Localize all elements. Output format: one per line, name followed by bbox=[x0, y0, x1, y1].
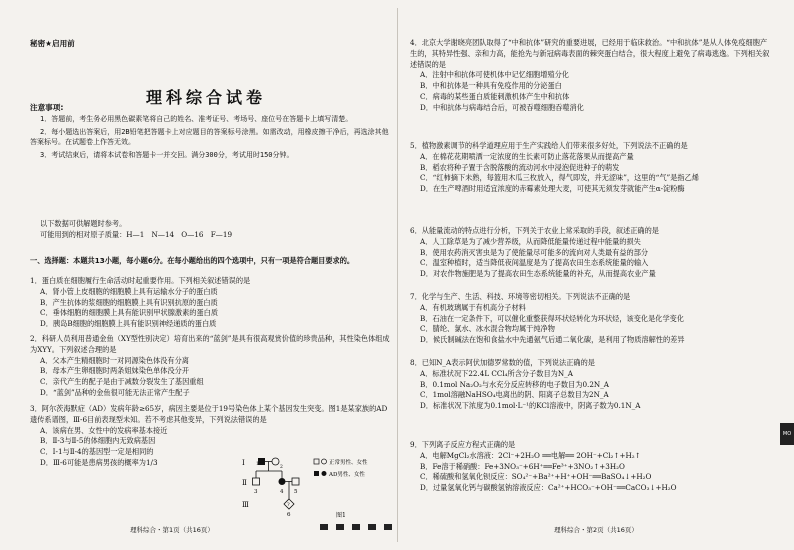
option-a: A．在棉花花期喷洒一定浓度的生长素可防止落花落果从而提高产量 bbox=[420, 151, 634, 161]
question-5 bbox=[410, 141, 772, 195]
option-a: A．该病在男、女性中的发病率基本接近 bbox=[40, 425, 168, 435]
option-d: D．胰岛B细胞的细胞膜上具有能识别神经递质的蛋白质 bbox=[40, 319, 217, 329]
option-b: B．使用农药消灭害虫是为了使能量尽可能多的流向对人类最有益的部分 bbox=[420, 247, 649, 257]
registration-marks bbox=[320, 524, 392, 530]
question-7 bbox=[410, 292, 772, 346]
question-stem: 4．北京大学谢晓亮团队取得了“中和抗体”研究的重要进展，已经用于临床救治。“中和抗体”是从人体免疫细胞产生的，其特异性强、亲和力高，能抢先与新冠病毒表面的棘突蛋白结合，很大程度上避免了病毒逃逸。下列相关叙述错误的是 bbox=[410, 38, 770, 69]
affected-male-1 bbox=[258, 458, 265, 465]
affected-female-4 bbox=[279, 478, 286, 485]
option-d: D．候氏制碱法在饱和食盐水中先通氨气后通二氧化碳，是利用了物质溶解性的差异 bbox=[420, 335, 685, 345]
option-d: D．“蓝剑”品种的金鱼很可能无法正常产生配子 bbox=[40, 387, 190, 397]
option-c: C．腈纶、氯水、冰水混合物均属于纯净物 bbox=[420, 324, 555, 334]
exam-title: 理科综合试卷 bbox=[145, 88, 266, 107]
question-6 bbox=[410, 226, 772, 280]
option-b: B．产生抗体的浆细胞的细胞膜上具有识别抗原的蛋白质 bbox=[40, 297, 218, 307]
option-d: D．中和抗体与病毒结合后，可被吞噬细胞吞噬消化 bbox=[420, 102, 584, 112]
data-hint bbox=[40, 218, 390, 240]
question-stem: 1．蛋白质在细胞履行生命活动时起重要作用。下列相关叙述错误的是 bbox=[30, 276, 251, 285]
legend-affected-text: AD男性、女性 bbox=[329, 472, 365, 478]
question-4 bbox=[410, 38, 772, 114]
legend-affected-female-icon bbox=[322, 471, 327, 476]
legend-normal-female-icon bbox=[322, 459, 327, 464]
option-d: D．Ⅲ-6可能是患病男孩的概率为1/3 bbox=[40, 457, 158, 467]
question-2 bbox=[30, 334, 392, 399]
right-page bbox=[404, 0, 772, 550]
secret-label: 秘密★启用前 bbox=[30, 39, 75, 48]
section-heading: 一、选择题：本题共13小题，每小题6分。在每小题给出的四个选项中，只有一项是符合题目要求的。 bbox=[30, 256, 355, 265]
ind-label-3: 3 bbox=[254, 489, 258, 495]
option-c: C．1mol溶融NaHSO₄电离出的阴、阳离子总数目为2N_A bbox=[420, 390, 609, 400]
page-edge-tab: MO bbox=[780, 423, 794, 445]
question-1 bbox=[30, 276, 392, 330]
option-c: C．“红柿摘下未熟，每篮用木瓜三枚放入，得气即发，并无涩味”，这里的“气”是指乙烯 bbox=[420, 173, 699, 183]
legend-normal-text: 正常男性、女性 bbox=[329, 460, 368, 466]
notice-list bbox=[30, 114, 390, 162]
ind-label-6: 6 bbox=[287, 512, 291, 518]
legend-normal-male-icon bbox=[314, 459, 319, 464]
ind-label-2: 2 bbox=[280, 465, 283, 470]
option-a: A．人工除草是为了减少营养级，从而降低能量传递过程中能量的损失 bbox=[420, 236, 641, 246]
option-c: C．Ⅰ-1与Ⅱ-4的基因型一定是相同的 bbox=[40, 447, 154, 457]
notice-item: 2．每小题选出答案后，用2B铅笔把答题卡上对应题目的答案标号涂黑。如需改动，用橡皮擦干净后，再选涂其他答案标号。在试题卷上作答无效。 bbox=[30, 127, 389, 147]
normal-female-2 bbox=[272, 458, 279, 465]
footer-right: 理科综合・第2页（共16页） bbox=[554, 526, 638, 534]
option-d: D．过量氢氧化钙与碳酸氢钠溶液反应：Ca²⁺+HCO₃⁻+OH⁻══CaCO₃↓+H₂O bbox=[420, 483, 677, 493]
option-c: C．温室种植时，适当降低夜间温度是为了提高农田生态系统能量的输入 bbox=[420, 258, 649, 268]
legend-affected-male-icon bbox=[314, 471, 319, 476]
ind-label-4: 4 bbox=[280, 489, 284, 495]
pedigree-figure bbox=[240, 455, 390, 523]
question-stem: 5．植物激素调节的科学道理应用于生产实践给人们带来很多好处，下列说法不正确的是 bbox=[410, 141, 688, 150]
option-a: A．电解MgCl₂水溶液：2Cl⁻+2H₂O ══电解══ 2OH⁻+Cl₂↑+H₂↑ bbox=[420, 450, 641, 460]
question-stem: 7．化学与生产、生活、科技、环境等密切相关。下列说法不正确的是 bbox=[410, 292, 631, 301]
normal-male-5 bbox=[292, 478, 299, 485]
option-a: A．父本产生精细胞时一对同源染色体没有分离 bbox=[40, 355, 189, 365]
option-a: A．注射中和抗体可使机体中记忆细胞增殖分化 bbox=[420, 70, 569, 80]
normal-male-3 bbox=[253, 478, 260, 485]
question-stem: 9．下列离子反应方程式正确的是 bbox=[410, 440, 516, 449]
option-d: D．标准状况下浓度为0.1mol·L⁻¹的KCl溶液中，阴离子数为0.1N_A bbox=[420, 401, 641, 411]
option-d: D．对农作物施肥是为了提高农田生态系统能量的补充，从而提高农业产量 bbox=[420, 269, 656, 279]
column-divider bbox=[397, 8, 398, 542]
question-8 bbox=[410, 358, 772, 412]
question-stem: 8．已知N_A表示阿伏加德罗常数的值，下列说法正确的是 bbox=[410, 358, 595, 367]
option-b: B．Fe溶于稀硝酸：Fe+3NO₃⁻+6H⁺══Fe³⁺+3NO₂↑+3H₂O bbox=[420, 461, 625, 471]
option-b: B．中和抗体是一种具有免疫作用的分泌蛋白 bbox=[420, 81, 562, 91]
figure-label: 图1 bbox=[336, 512, 346, 519]
option-c: C．亲代产生的配子是由于减数分裂发生了基因重组 bbox=[40, 377, 204, 387]
option-b: B．母本产生卵细胞时两条姐妹染色单体没分开 bbox=[40, 366, 190, 376]
data-hint-line2: 可能用到的相对原子质量：H—1 N—14 O—16 F—19 bbox=[40, 230, 233, 239]
option-c: C．稀硫酸和氢氧化钡反应：SO₄²⁻+Ba²⁺+H⁺+OH⁻══BaSO₄↓+H₂O bbox=[420, 472, 652, 482]
footer-left: 理科综合・第1页（共16页） bbox=[130, 526, 214, 534]
option-b: B．Ⅱ-3与Ⅱ-5的体细胞内无致病基因 bbox=[40, 436, 156, 446]
data-hint-line1: 以下数据可供解题时参考。 bbox=[40, 219, 127, 228]
question-stem: 3．阿尔茨海默症（AD）发病年龄≥65岁，病因主要是位于19号染色体上某个基因发生突变。图1是某家族的AD遗传系谱图，Ⅲ-6目前表现型未知。若不考虑其他变异，下列说法错误的是 bbox=[30, 404, 388, 424]
option-b: B．0.1mol Na₂O₂与水充分反应转移的电子数目为0.2N_A bbox=[420, 379, 609, 389]
option-a: A．肾小管上皮细胞的细胞膜上具有运输水分子的蛋白质 bbox=[40, 286, 218, 296]
option-c: C．病毒的某些蛋白质能刺激机体产生中和抗体 bbox=[420, 91, 570, 101]
ind-label-1: 1 bbox=[256, 462, 259, 467]
notice-item: 3．考试结束后，请将本试卷和答题卡一并交回。满分300分，考试用时150分钟。 bbox=[40, 150, 294, 159]
ind-label-5: 5 bbox=[294, 489, 298, 495]
option-c: C．垂体细胞的细胞膜上具有能识别甲状腺激素的蛋白质 bbox=[40, 308, 219, 318]
question-stem: 6．从能量流动的特点进行分析，下列关于农业上常采取的手段，叙述正确的是 bbox=[410, 226, 659, 235]
option-d: D．在生产啤酒时用适宜浓度的赤霉素处理大麦，可使其无须发芽就能产生α-淀粉酶 bbox=[420, 184, 685, 194]
option-a: A．标准状况下22.4L CCl₄所含分子数目为N_A bbox=[420, 368, 573, 378]
option-b: B．石油在一定条件下，可以催化重整获得环状烃转化为环状烃，该变化是化学变化 bbox=[420, 313, 685, 323]
question-9 bbox=[410, 440, 772, 494]
notice-item: 1．答题前，考生务必用黑色碳素笔将自己的姓名、准考证号、考场号、座位号在答题卡上填写清楚。 bbox=[40, 115, 353, 123]
gen-label-2: Ⅱ bbox=[242, 479, 247, 487]
notice-heading: 注意事项: bbox=[30, 103, 64, 112]
left-page bbox=[20, 0, 392, 550]
option-b: B．稻农将种子置于含脱落酸的流动河水中浸泡促进种子的萌发 bbox=[420, 162, 620, 172]
gen-label-1: Ⅰ bbox=[242, 459, 245, 467]
gen-label-3: Ⅲ bbox=[242, 501, 249, 509]
unknown-mark: ? bbox=[287, 502, 290, 508]
question-stem: 2．科研人员利用普通金鱼（XY型性别决定）培育出来的“蓝剑”是具有很高观赏价值的珍贵品种，其性染色体组成为XYY。下列叙述合理的是 bbox=[30, 334, 390, 354]
option-a: A．有机玻璃属于有机高分子材料 bbox=[420, 302, 526, 312]
